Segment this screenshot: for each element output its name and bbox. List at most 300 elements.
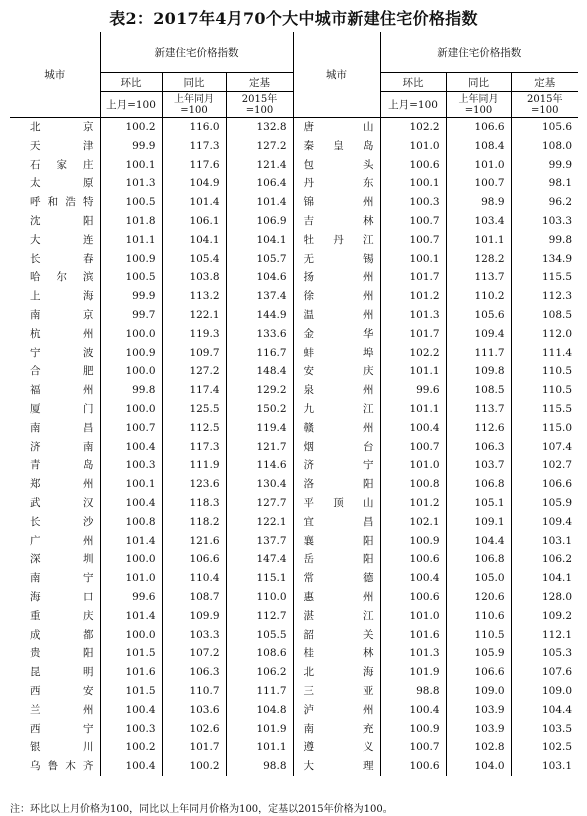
left-yoy-cell: 108.7 — [162, 588, 226, 607]
right-yoy-cell: 109.1 — [446, 513, 511, 532]
right-base-cell: 115.0 — [511, 419, 578, 438]
right-mom-cell: 101.2 — [380, 494, 446, 513]
left-city-cell: 南昌 — [30, 421, 94, 434]
right-mom-cell: 102.1 — [380, 513, 446, 532]
table-row — [10, 663, 578, 682]
right-yoy-cell: 100.7 — [446, 174, 511, 193]
left-base-cell: 106.9 — [226, 212, 293, 231]
right-mom-cell: 100.6 — [380, 156, 446, 175]
right-city-cell: 襄阳 — [293, 532, 380, 551]
left-base-cell: 114.6 — [226, 456, 293, 475]
right-base-cell: 104.1 — [511, 569, 578, 588]
left-base-cell: 101.4 — [226, 193, 293, 212]
left-base-cell: 98.8 — [226, 757, 293, 776]
right-base-cell: 103.1 — [511, 532, 578, 551]
left-mom-cell: 101.1 — [100, 231, 162, 250]
left-base-cell: 147.4 — [226, 550, 293, 569]
left-base-cell: 121.7 — [226, 438, 293, 457]
table-row — [10, 400, 578, 419]
right-mom-cell: 101.0 — [380, 137, 446, 156]
right-base-cell: 111.4 — [511, 344, 578, 363]
right-mom-cell: 100.7 — [380, 231, 446, 250]
right-city-cell: 温州 — [293, 306, 380, 325]
left-yoy-cell: 106.6 — [162, 550, 226, 569]
table-row — [10, 344, 578, 363]
basis-yoy-left: 上年同月=100 — [162, 92, 226, 118]
left-base-cell: 144.9 — [226, 306, 293, 325]
left-city-cell: 成都 — [30, 628, 94, 641]
right-city-cell: 蚌埠 — [293, 344, 380, 363]
right-mom-cell: 101.0 — [380, 456, 446, 475]
right-mom-cell: 100.7 — [380, 212, 446, 231]
left-city-cell: 昆明 — [30, 666, 94, 679]
right-mom-cell: 101.0 — [380, 607, 446, 626]
left-base-cell: 111.7 — [226, 682, 293, 701]
left-base-cell: 129.2 — [226, 381, 293, 400]
right-city-cell: 秦皇岛 — [293, 137, 380, 156]
right-base-cell: 112.1 — [511, 626, 578, 645]
header-row-group — [10, 32, 578, 73]
right-base-cell: 109.0 — [511, 682, 578, 701]
right-yoy-cell: 101.0 — [446, 156, 511, 175]
right-mom-cell: 100.7 — [380, 738, 446, 757]
right-mom-cell: 98.8 — [380, 682, 446, 701]
left-base-cell: 110.0 — [226, 588, 293, 607]
col-mom-left: 环比 — [100, 73, 162, 92]
right-base-cell: 102.5 — [511, 738, 578, 757]
right-city-cell: 惠州 — [293, 588, 380, 607]
left-base-cell: 132.8 — [226, 118, 293, 137]
left-yoy-cell: 104.9 — [162, 174, 226, 193]
right-mom-cell: 100.7 — [380, 438, 446, 457]
right-yoy-cell: 109.8 — [446, 362, 511, 381]
left-city-cell: 长沙 — [30, 515, 94, 528]
left-base-cell: 104.1 — [226, 231, 293, 250]
right-yoy-cell: 108.4 — [446, 137, 511, 156]
table-row — [10, 419, 578, 438]
right-city-cell: 湛江 — [293, 607, 380, 626]
left-mom-cell: 101.3 — [100, 174, 162, 193]
left-yoy-cell: 102.6 — [162, 720, 226, 739]
left-city-cell: 北京 — [30, 121, 94, 133]
left-base-cell: 150.2 — [226, 400, 293, 419]
left-city-cell: 银川 — [30, 741, 94, 754]
right-base-cell: 108.5 — [511, 306, 578, 325]
table-row — [10, 174, 578, 193]
left-yoy-cell: 106.1 — [162, 212, 226, 231]
table-row — [10, 193, 578, 212]
left-yoy-cell: 118.2 — [162, 513, 226, 532]
right-city-cell: 平顶山 — [293, 494, 380, 513]
right-base-cell: 106.6 — [511, 475, 578, 494]
table-row — [10, 513, 578, 532]
left-mom-cell: 100.4 — [100, 701, 162, 720]
right-base-cell: 107.6 — [511, 663, 578, 682]
left-yoy-cell: 110.7 — [162, 682, 226, 701]
city-header-right: 城市 — [293, 32, 380, 118]
left-mom-cell: 100.1 — [100, 156, 162, 175]
left-base-cell: 101.1 — [226, 738, 293, 757]
table-row — [10, 438, 578, 457]
left-city-cell: 厦门 — [30, 402, 94, 415]
left-yoy-cell: 110.4 — [162, 569, 226, 588]
right-yoy-cell: 105.9 — [446, 644, 511, 663]
right-base-cell: 105.9 — [511, 494, 578, 513]
right-city-cell: 赣州 — [293, 419, 380, 438]
right-yoy-cell: 113.7 — [446, 400, 511, 419]
left-mom-cell: 100.3 — [100, 720, 162, 739]
right-yoy-cell: 109.4 — [446, 325, 511, 344]
right-mom-cell: 101.3 — [380, 644, 446, 663]
table-row — [10, 644, 578, 663]
left-base-cell: 112.7 — [226, 607, 293, 626]
table-row — [10, 588, 578, 607]
left-base-cell: 133.6 — [226, 325, 293, 344]
left-mom-cell: 101.4 — [100, 532, 162, 551]
right-yoy-cell: 106.8 — [446, 475, 511, 494]
city-header-left: 城市 — [10, 32, 100, 118]
right-city-cell: 韶关 — [293, 626, 380, 645]
right-yoy-cell: 120.6 — [446, 588, 511, 607]
right-yoy-cell: 106.6 — [446, 118, 511, 137]
right-mom-cell: 101.1 — [380, 362, 446, 381]
right-base-cell: 115.5 — [511, 400, 578, 419]
left-yoy-cell: 121.6 — [162, 532, 226, 551]
right-yoy-cell: 106.3 — [446, 438, 511, 457]
left-city-cell: 沈阳 — [30, 214, 94, 227]
right-yoy-cell: 109.0 — [446, 682, 511, 701]
col-yoy-right: 同比 — [446, 73, 511, 92]
table-row — [10, 701, 578, 720]
left-mom-cell: 100.2 — [100, 118, 162, 137]
right-base-cell: 103.1 — [511, 757, 578, 776]
left-base-cell: 137.4 — [226, 287, 293, 306]
right-base-cell: 115.5 — [511, 268, 578, 287]
left-yoy-cell: 109.7 — [162, 344, 226, 363]
left-yoy-cell: 113.2 — [162, 287, 226, 306]
left-mom-cell: 100.0 — [100, 550, 162, 569]
right-city-cell: 泸州 — [293, 701, 380, 720]
right-base-cell: 110.5 — [511, 381, 578, 400]
right-mom-cell: 101.9 — [380, 663, 446, 682]
left-yoy-cell: 118.3 — [162, 494, 226, 513]
right-city-cell: 锦州 — [293, 193, 380, 212]
col-yoy-left: 同比 — [162, 73, 226, 92]
right-city-cell: 金华 — [293, 325, 380, 344]
left-yoy-cell: 103.8 — [162, 268, 226, 287]
col-mom-right: 环比 — [380, 73, 446, 92]
left-base-cell: 115.1 — [226, 569, 293, 588]
right-yoy-cell: 103.4 — [446, 212, 511, 231]
left-mom-cell: 100.9 — [100, 344, 162, 363]
basis-mom-right: 上月=100 — [380, 92, 446, 118]
left-city-cell: 上海 — [30, 290, 94, 303]
table-row — [10, 494, 578, 513]
left-yoy-cell: 117.4 — [162, 381, 226, 400]
left-yoy-cell: 103.3 — [162, 626, 226, 645]
footnote: 注：环比以上月价格为100，同比以上年同月价格为100，定基以2015年价格为100。 — [10, 804, 393, 815]
right-base-cell: 107.4 — [511, 438, 578, 457]
table-row — [10, 569, 578, 588]
left-mom-cell: 100.1 — [100, 475, 162, 494]
left-yoy-cell: 119.3 — [162, 325, 226, 344]
left-city-cell: 青岛 — [30, 459, 94, 472]
right-city-cell: 常德 — [293, 569, 380, 588]
left-city-cell: 石家庄 — [30, 158, 94, 171]
right-yoy-cell: 104.4 — [446, 532, 511, 551]
right-base-cell: 106.2 — [511, 550, 578, 569]
left-base-cell: 130.4 — [226, 475, 293, 494]
right-base-cell: 99.9 — [511, 156, 578, 175]
right-yoy-cell: 110.5 — [446, 626, 511, 645]
right-mom-cell: 100.1 — [380, 174, 446, 193]
right-mom-cell: 101.7 — [380, 268, 446, 287]
right-mom-cell: 100.9 — [380, 720, 446, 739]
left-mom-cell: 100.4 — [100, 438, 162, 457]
left-mom-cell: 101.4 — [100, 607, 162, 626]
left-city-cell: 西安 — [30, 684, 94, 697]
right-yoy-cell: 108.5 — [446, 381, 511, 400]
right-yoy-cell: 101.1 — [446, 231, 511, 250]
left-city-cell: 宁波 — [30, 346, 94, 359]
right-yoy-cell: 106.8 — [446, 550, 511, 569]
right-city-cell: 安庆 — [293, 362, 380, 381]
left-yoy-cell: 117.3 — [162, 438, 226, 457]
table-row — [10, 381, 578, 400]
right-mom-cell: 100.8 — [380, 475, 446, 494]
left-city-cell: 济南 — [30, 440, 94, 453]
left-mom-cell: 99.6 — [100, 588, 162, 607]
left-mom-cell: 100.5 — [100, 193, 162, 212]
right-city-cell: 南充 — [293, 720, 380, 739]
left-yoy-cell: 101.4 — [162, 193, 226, 212]
table-row — [10, 757, 578, 776]
left-city-cell: 太原 — [30, 177, 94, 190]
right-city-cell: 三亚 — [293, 682, 380, 701]
left-yoy-cell: 127.2 — [162, 362, 226, 381]
left-yoy-cell: 122.1 — [162, 306, 226, 325]
left-city-cell: 合肥 — [30, 365, 94, 378]
right-yoy-cell: 102.8 — [446, 738, 511, 757]
right-city-cell: 泉州 — [293, 381, 380, 400]
left-mom-cell: 100.4 — [100, 494, 162, 513]
right-mom-cell: 100.3 — [380, 193, 446, 212]
right-yoy-cell: 105.1 — [446, 494, 511, 513]
right-base-cell: 103.5 — [511, 720, 578, 739]
left-mom-cell: 100.7 — [100, 419, 162, 438]
left-city-cell: 哈尔滨 — [30, 271, 94, 284]
left-base-cell: 121.4 — [226, 156, 293, 175]
left-mom-cell: 99.8 — [100, 381, 162, 400]
right-yoy-cell: 105.0 — [446, 569, 511, 588]
right-city-cell: 宜昌 — [293, 513, 380, 532]
right-yoy-cell: 113.7 — [446, 268, 511, 287]
left-base-cell: 119.4 — [226, 419, 293, 438]
left-mom-cell: 100.5 — [100, 268, 162, 287]
right-mom-cell: 100.6 — [380, 550, 446, 569]
left-yoy-cell: 111.9 — [162, 456, 226, 475]
right-yoy-cell: 105.6 — [446, 306, 511, 325]
table-row — [10, 137, 578, 156]
left-city-cell: 深圳 — [30, 553, 94, 566]
left-base-cell: 104.8 — [226, 701, 293, 720]
table-row — [10, 532, 578, 551]
right-base-cell: 98.1 — [511, 174, 578, 193]
left-mom-cell: 100.3 — [100, 456, 162, 475]
table-row — [10, 268, 578, 287]
right-yoy-cell: 103.9 — [446, 720, 511, 739]
left-base-cell: 105.5 — [226, 626, 293, 645]
left-yoy-cell: 117.3 — [162, 137, 226, 156]
left-base-cell: 104.6 — [226, 268, 293, 287]
right-city-cell: 徐州 — [293, 287, 380, 306]
right-mom-cell: 101.1 — [380, 400, 446, 419]
right-mom-cell: 101.6 — [380, 626, 446, 645]
left-mom-cell: 99.9 — [100, 137, 162, 156]
right-mom-cell: 100.4 — [380, 569, 446, 588]
left-city-cell: 兰州 — [30, 703, 94, 716]
right-base-cell: 112.0 — [511, 325, 578, 344]
right-base-cell: 110.5 — [511, 362, 578, 381]
left-yoy-cell: 117.6 — [162, 156, 226, 175]
left-base-cell: 127.7 — [226, 494, 293, 513]
left-base-cell: 137.7 — [226, 532, 293, 551]
table-row — [10, 738, 578, 757]
left-mom-cell: 100.0 — [100, 325, 162, 344]
right-base-cell: 108.0 — [511, 137, 578, 156]
basis-base-left: 2015年=100 — [226, 92, 293, 118]
right-base-cell: 99.8 — [511, 231, 578, 250]
table-row — [10, 682, 578, 701]
table-row — [10, 325, 578, 344]
table-row — [10, 156, 578, 175]
right-mom-cell: 101.3 — [380, 306, 446, 325]
table-row — [10, 626, 578, 645]
left-base-cell: 106.4 — [226, 174, 293, 193]
right-yoy-cell: 110.6 — [446, 607, 511, 626]
left-city-cell: 海口 — [30, 590, 94, 603]
left-mom-cell: 100.2 — [100, 738, 162, 757]
right-mom-cell: 100.6 — [380, 588, 446, 607]
right-yoy-cell: 104.0 — [446, 757, 511, 776]
right-city-cell: 桂林 — [293, 644, 380, 663]
right-mom-cell: 100.4 — [380, 701, 446, 720]
left-yoy-cell: 109.9 — [162, 607, 226, 626]
left-mom-cell: 101.0 — [100, 569, 162, 588]
right-mom-cell: 99.6 — [380, 381, 446, 400]
left-base-cell: 148.4 — [226, 362, 293, 381]
right-city-cell: 遵义 — [293, 738, 380, 757]
right-yoy-cell: 106.6 — [446, 663, 511, 682]
left-city-cell: 南京 — [30, 308, 94, 321]
table-title: 表2：2017年4月70个大中城市新建住宅价格指数 — [109, 9, 478, 28]
left-mom-cell: 100.0 — [100, 362, 162, 381]
right-city-cell: 烟台 — [293, 438, 380, 457]
table-row — [10, 475, 578, 494]
left-mom-cell: 99.7 — [100, 306, 162, 325]
table-row — [10, 607, 578, 626]
right-mom-cell: 100.4 — [380, 419, 446, 438]
left-yoy-cell: 123.6 — [162, 475, 226, 494]
right-mom-cell: 100.9 — [380, 532, 446, 551]
left-base-cell: 101.9 — [226, 720, 293, 739]
right-base-cell: 96.2 — [511, 193, 578, 212]
right-city-cell: 岳阳 — [293, 550, 380, 569]
right-yoy-cell: 111.7 — [446, 344, 511, 363]
right-city-cell: 北海 — [293, 663, 380, 682]
left-mom-cell: 101.5 — [100, 682, 162, 701]
left-mom-cell: 100.4 — [100, 757, 162, 776]
right-city-cell: 无锡 — [293, 250, 380, 269]
left-yoy-cell: 104.1 — [162, 231, 226, 250]
group-header-left: 新建住宅价格指数 — [100, 32, 293, 73]
right-city-cell: 九江 — [293, 400, 380, 419]
left-mom-cell: 100.0 — [100, 400, 162, 419]
right-city-cell: 包头 — [293, 156, 380, 175]
right-mom-cell: 101.7 — [380, 325, 446, 344]
right-base-cell: 105.3 — [511, 644, 578, 663]
left-yoy-cell: 100.2 — [162, 757, 226, 776]
right-mom-cell: 100.1 — [380, 250, 446, 269]
right-city-cell: 大理 — [293, 757, 380, 776]
left-mom-cell: 101.5 — [100, 644, 162, 663]
right-base-cell: 109.2 — [511, 607, 578, 626]
right-base-cell: 112.3 — [511, 287, 578, 306]
left-city-cell: 重庆 — [30, 609, 94, 622]
right-city-cell: 牡丹江 — [293, 231, 380, 250]
left-base-cell: 106.2 — [226, 663, 293, 682]
left-mom-cell: 101.6 — [100, 663, 162, 682]
basis-mom-left: 上月=100 — [100, 92, 162, 118]
right-city-cell: 扬州 — [293, 268, 380, 287]
basis-yoy-right: 上年同月=100 — [446, 92, 511, 118]
left-city-cell: 杭州 — [30, 327, 94, 340]
right-base-cell: 102.7 — [511, 456, 578, 475]
left-mom-cell: 100.9 — [100, 250, 162, 269]
table-row — [10, 231, 578, 250]
right-mom-cell: 102.2 — [380, 344, 446, 363]
left-city-cell: 西宁 — [30, 722, 94, 735]
table-row — [10, 118, 578, 137]
right-base-cell: 134.9 — [511, 250, 578, 269]
right-yoy-cell: 98.9 — [446, 193, 511, 212]
price-index-table — [10, 32, 578, 776]
left-mom-cell: 100.0 — [100, 626, 162, 645]
left-yoy-cell: 103.6 — [162, 701, 226, 720]
left-mom-cell: 99.9 — [100, 287, 162, 306]
left-city-cell: 长春 — [30, 252, 94, 265]
left-city-cell: 广州 — [30, 534, 94, 547]
col-base-right: 定基 — [511, 73, 578, 92]
right-yoy-cell: 103.7 — [446, 456, 511, 475]
table-row — [10, 720, 578, 739]
right-yoy-cell: 103.9 — [446, 701, 511, 720]
right-yoy-cell: 110.2 — [446, 287, 511, 306]
right-base-cell: 105.6 — [511, 118, 578, 137]
left-yoy-cell: 116.0 — [162, 118, 226, 137]
basis-base-right: 2015年=100 — [511, 92, 578, 118]
left-yoy-cell: 107.2 — [162, 644, 226, 663]
table-row — [10, 212, 578, 231]
left-city-cell: 乌鲁木齐 — [30, 760, 94, 773]
right-city-cell: 济宁 — [293, 456, 380, 475]
left-mom-cell: 101.8 — [100, 212, 162, 231]
table-row — [10, 456, 578, 475]
right-city-cell: 洛阳 — [293, 475, 380, 494]
col-base-left: 定基 — [226, 73, 293, 92]
right-base-cell: 103.3 — [511, 212, 578, 231]
left-base-cell: 127.2 — [226, 137, 293, 156]
